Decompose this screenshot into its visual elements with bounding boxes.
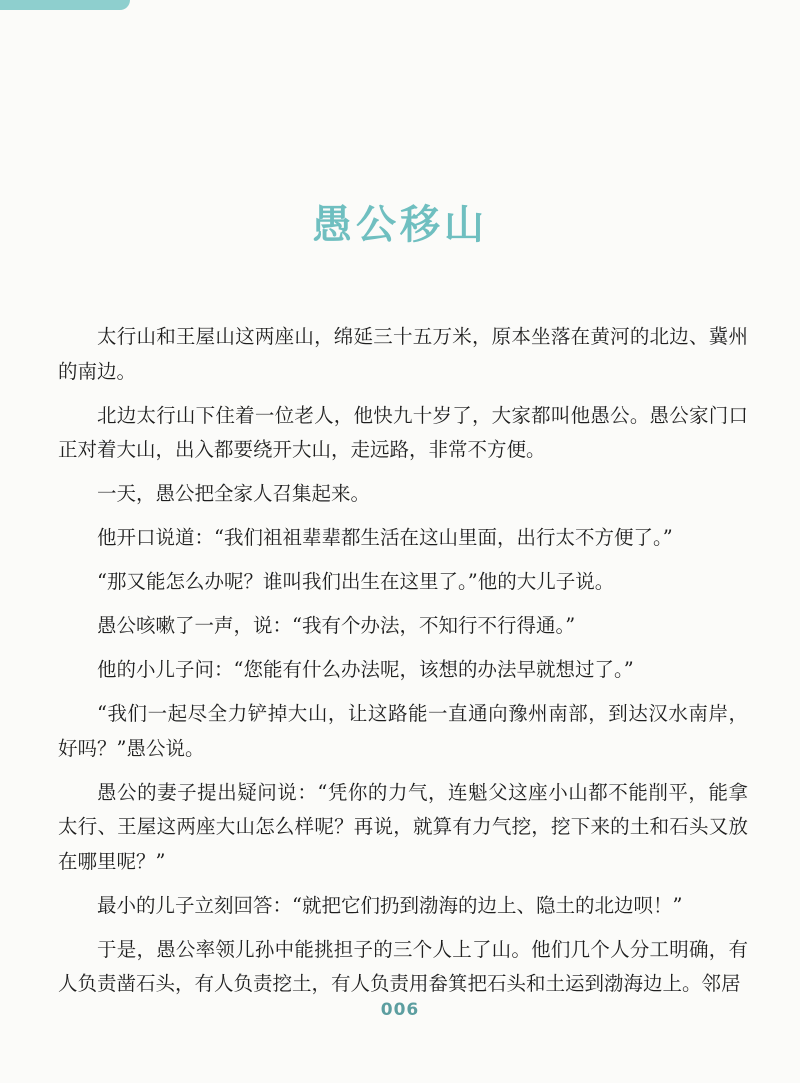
paragraph: 最小的儿子立刻回答：“就把它们扔到渤海的边上、隐土的北边呗！” (97, 893, 683, 917)
paragraph: “我们一起尽全力铲掉大山，让这路能一直通向豫州南部，到达汉水南岸，好吗？”愚公说。 (58, 702, 748, 760)
paragraph: 他的小儿子问：“您能有什么办法呢，该想的办法早就想过了。” (97, 658, 634, 681)
story-body (58, 320, 748, 1011)
paragraph: 一天，愚公把全家人召集起来。 (97, 482, 371, 505)
page-title: 愚公移山 (312, 201, 488, 248)
paragraph: 北边太行山下住着一位老人，他快九十岁了，大家都叫他愚公。愚公家门口正对着大山，出入都要绕开大山，走远路，非常不方便。 (58, 403, 748, 461)
paragraph: 愚公的妻子提出疑问说：“凭你的力气，连魁父这座小山都不能削平，能拿太行、王屋这两座大山怎么样呢？再说，就算有力气挖，挖下来的土和石头又放在哪里呢？” (58, 780, 748, 873)
paragraph: 愚公咳嗽了一声，说：“我有个办法，不知行不行得通。” (97, 614, 576, 637)
paragraph: 太行山和王屋山这两座山，绵延三十五万米，原本坐落在黄河的北边、冀州的南边。 (58, 325, 748, 383)
paragraph: 于是，愚公率领儿孙中能挑担子的三个人上了山。他们几个人分工明确，有人负责凿石头，有人负责挖土，有人负责用畚箕把石头和土运到渤海边上。邻居 (58, 937, 748, 995)
top-decorative-band (0, 0, 130, 10)
paragraph: 他开口说道：“我们祖祖辈辈都生活在这山里面，出行太不方便了。” (97, 526, 673, 549)
page-number: 006 (380, 1000, 420, 1020)
paragraph: “那又能怎么办呢？谁叫我们出生在这里了。”他的大儿子说。 (97, 570, 615, 593)
